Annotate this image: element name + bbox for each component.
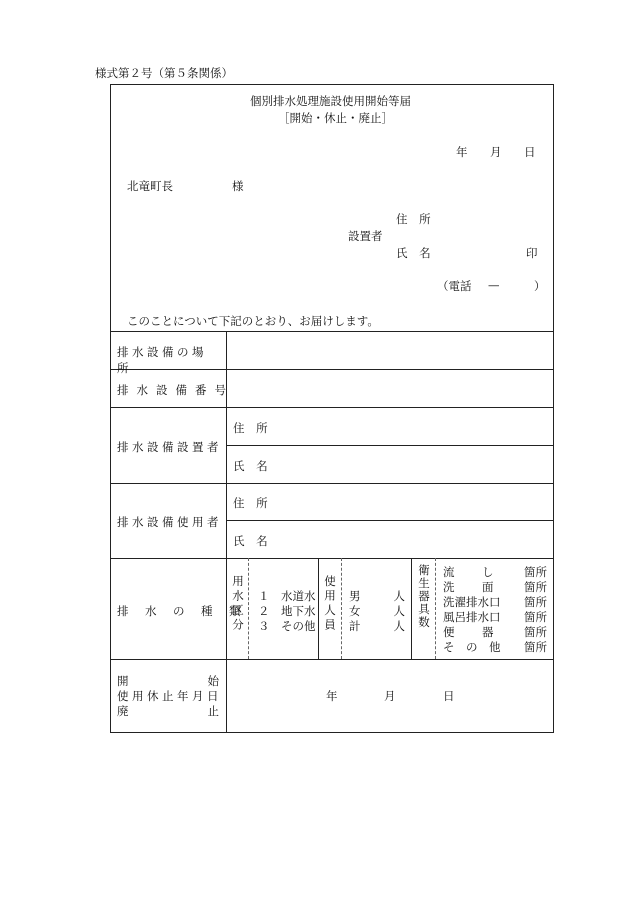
installer-row-name-label: 氏 名	[233, 459, 272, 473]
divider-fixtures-header-left	[411, 558, 412, 659]
row-label-installer: 排水設備設置者	[117, 440, 222, 454]
rule-user-mid	[226, 520, 553, 521]
user-row-name-label: 氏 名	[233, 534, 272, 548]
divider-fixtures-header-right	[435, 558, 436, 659]
installer-row-address-label: 住 所	[233, 421, 272, 435]
divider-water-category	[248, 558, 249, 659]
date-row-day: 日	[443, 689, 455, 703]
row-label-location-text: 排水設備の場所	[117, 345, 207, 375]
water-category-header	[229, 575, 246, 633]
phone-close: ）	[534, 279, 546, 293]
fixture-name-5: 便 器	[443, 625, 502, 639]
addressee-honorific: 様	[232, 179, 244, 193]
row-label-number: 排水設備番号	[117, 383, 234, 397]
addressee-name: 北竜町長	[127, 179, 173, 193]
users-count-label-female: 女	[349, 604, 361, 618]
user-row-address-label: 住 所	[233, 496, 272, 510]
fixture-unit-5: 箇所	[524, 625, 547, 639]
date-year: 年	[456, 145, 468, 159]
fixture-unit-4: 箇所	[524, 610, 547, 624]
fixture-row-3	[443, 594, 547, 610]
fixture-row-4	[443, 609, 547, 625]
rule-installer-bottom	[110, 483, 553, 484]
divider-users-header-right	[341, 558, 342, 659]
date-row-year: 年	[326, 689, 338, 703]
water-category-header-text: 用水区分	[231, 575, 245, 633]
date-day: 日	[524, 145, 536, 159]
rule-header-bottom	[110, 331, 553, 332]
phone-dash: —	[488, 278, 500, 292]
date-row-abolish: 廃	[117, 704, 129, 718]
phone-open: （電話	[437, 279, 472, 293]
date-month: 月	[490, 145, 502, 159]
water-category-item-3: ３ その他	[258, 619, 316, 633]
installer-label: 設置者	[348, 229, 383, 243]
statement: このことについて下記のとおり、お届けします。	[127, 314, 379, 328]
form-title: 個別排水処理施設使用開始等届	[250, 94, 411, 108]
fixture-unit-2: 箇所	[524, 580, 547, 594]
date-row-line-1	[117, 673, 219, 689]
fixture-unit-3: 箇所	[524, 595, 547, 609]
form-label: 様式第２号（第５条関係）	[95, 66, 233, 80]
row-label-location	[117, 344, 219, 376]
fixture-row-6	[443, 639, 547, 655]
divider-users-header-left	[318, 558, 319, 659]
rule-number-bottom	[110, 407, 553, 408]
fixture-name-2: 洗 面	[443, 580, 502, 594]
date-row-label: 使用休止年月日	[117, 689, 222, 703]
fixture-name-1: 流 し	[443, 565, 502, 579]
fixture-row-1	[443, 564, 547, 580]
users-count-row-female	[349, 603, 405, 619]
fixture-row-5	[443, 624, 547, 640]
fixture-name-3: 洗濯排水口	[443, 595, 501, 609]
users-count-row-male	[349, 588, 405, 604]
form-subtitle: ［開始・休止・廃止］	[278, 111, 393, 125]
date-row-month: 月	[384, 689, 396, 703]
date-row-start: 開	[117, 674, 129, 688]
fixture-unit-1: 箇所	[524, 565, 547, 579]
users-count-header-text: 使用人員	[323, 575, 337, 633]
row-label-type: 排水の種類	[117, 604, 257, 618]
fixture-row-2	[443, 579, 547, 595]
date-row-abolish-end: 止	[207, 704, 219, 718]
fixture-unit-6: 箇所	[524, 640, 547, 654]
fixtures-header-text: 衛生器具数	[417, 564, 431, 629]
rule-user-bottom	[110, 558, 553, 559]
rule-installer-mid	[226, 445, 553, 446]
users-count-unit-female: 人	[393, 604, 405, 618]
seal-mark: 印	[526, 246, 538, 260]
installer-name-label: 氏 名	[396, 246, 435, 260]
users-count-row-total	[349, 618, 405, 634]
water-category-item-2: ２ 地下水	[258, 604, 316, 618]
fixtures-header	[414, 564, 433, 629]
rule-type-bottom	[110, 659, 553, 660]
fixture-name-4: 風呂排水口	[443, 610, 501, 624]
users-count-unit-total: 人	[393, 619, 405, 633]
users-count-unit-male: 人	[393, 589, 405, 603]
date-row-start-end: 始	[207, 674, 219, 688]
fixture-name-6: そ の 他	[443, 640, 501, 654]
installer-address-label: 住 所	[396, 212, 435, 226]
users-count-header	[321, 575, 338, 633]
water-category-item-1: １ 水道水	[258, 589, 316, 603]
row-label-user: 排水設備使用者	[117, 515, 222, 529]
date-row-line-3	[117, 703, 219, 719]
users-count-label-male: 男	[349, 589, 361, 603]
users-count-label-total: 計	[349, 619, 361, 633]
